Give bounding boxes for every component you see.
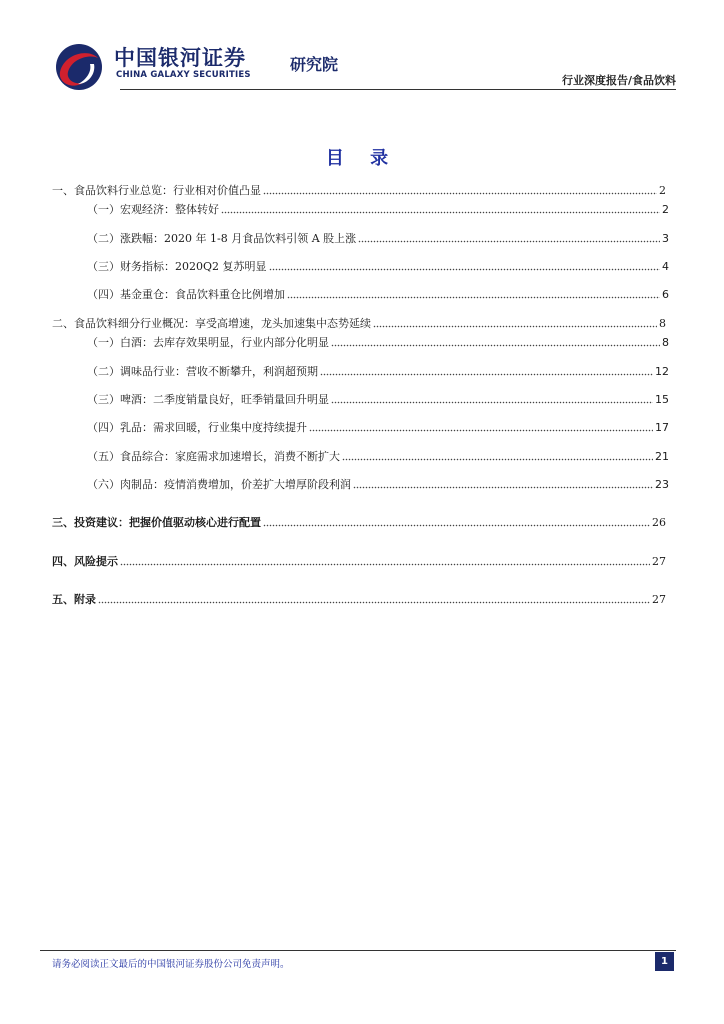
toc-entry-text: （二）调味品行业：营收不断攀升，利润超预期	[87, 365, 318, 378]
toc-entry[interactable]	[87, 477, 669, 493]
report-type-label: 行业深度报告/食品饮料	[561, 74, 676, 87]
toc-entry-text: （五）食品综合：家庭需求加速增长，消费不断扩大	[87, 450, 340, 463]
toc-entry-page: 17	[655, 421, 669, 434]
toc-leader-dots	[309, 429, 653, 432]
toc-leader-dots	[263, 192, 657, 195]
toc-entry-text: 四、风险提示	[52, 555, 118, 568]
toc-entry-text: （二）涨跌幅：2020 年 1-8 月食品饮料引领 A 股上涨	[87, 232, 357, 245]
toc-leader-dots	[263, 524, 650, 527]
toc-leader-dots	[358, 240, 660, 243]
toc-leader-dots	[269, 268, 660, 271]
toc-leader-dots	[342, 458, 653, 461]
header-divider	[120, 89, 676, 90]
toc-leader-dots	[373, 325, 657, 328]
toc-leader-dots	[98, 601, 650, 604]
toc-entry-text: 二、食品饮料细分行业概况：享受高增速，龙头加速集中态势延续	[52, 317, 371, 330]
toc-entry-page: 4	[662, 260, 669, 273]
china-galaxy-logo-icon	[54, 42, 104, 92]
toc-entry-text: （四）基金重仓：食品饮料重仓比例增加	[87, 288, 285, 301]
toc-entry[interactable]	[52, 183, 666, 199]
toc-entry-text: （三）财务指标：2020Q2 复苏明显	[87, 260, 267, 273]
toc-entry-text: 五、附录	[52, 593, 96, 606]
toc-entry-page: 2	[659, 184, 666, 197]
toc-entry-page: 23	[655, 478, 669, 491]
brand-name-en: CHINA GALAXY SECURITIES	[116, 70, 251, 80]
toc-leader-dots	[353, 486, 653, 489]
toc-entry[interactable]	[52, 554, 666, 570]
toc-entry-page: 8	[659, 317, 666, 330]
toc-entry[interactable]	[87, 364, 669, 380]
toc-entry[interactable]	[87, 231, 669, 247]
toc-entry-text: （四）乳品：需求回暖，行业集中度持续提升	[87, 421, 307, 434]
toc-entry-page: 26	[652, 516, 666, 529]
toc-entry[interactable]	[52, 515, 666, 531]
toc-entry[interactable]	[87, 420, 669, 436]
institute-label: 研究院	[290, 55, 339, 74]
footer-divider	[40, 950, 676, 951]
toc-entry-page: 3	[662, 232, 669, 245]
toc-leader-dots	[221, 211, 660, 214]
toc-entry-page: 12	[655, 365, 669, 378]
toc-entry[interactable]	[87, 335, 669, 351]
toc-entry-text: （三）啤酒：二季度销量良好，旺季销量回升明显	[87, 393, 329, 406]
toc-entry-text: 三、投资建议：把握价值驱动核心进行配置	[52, 516, 261, 529]
toc-leader-dots	[331, 344, 660, 347]
toc-entry[interactable]	[52, 316, 666, 332]
toc-entry-page: 21	[655, 450, 669, 463]
toc-leader-dots	[287, 296, 660, 299]
toc-leader-dots	[120, 563, 650, 566]
brand-name-cn: 中国银河证券	[114, 46, 246, 70]
toc-entry-text: （六）肉制品：疫情消费增加，价差扩大增厚阶段利润	[87, 478, 351, 491]
toc-title: 目 录	[325, 148, 399, 169]
page-header	[40, 36, 676, 92]
toc-entry-page: 8	[662, 336, 669, 349]
toc-entry[interactable]	[87, 449, 669, 465]
toc-entry-page: 27	[652, 555, 666, 568]
toc-leader-dots	[331, 401, 653, 404]
toc-entry-page: 6	[662, 288, 669, 301]
toc-entry[interactable]	[52, 592, 666, 608]
toc-entry[interactable]	[87, 202, 669, 218]
toc-entry-page: 2	[662, 203, 669, 216]
footer-disclaimer: 请务必阅读正文最后的中国银河证券股份公司免责声明。	[52, 959, 290, 970]
toc-entry[interactable]	[87, 259, 669, 275]
toc-entry[interactable]	[87, 287, 669, 303]
toc-entry-text: 一、食品饮料行业总览：行业相对价值凸显	[52, 184, 261, 197]
toc-entry-text: （一）宏观经济：整体转好	[87, 203, 219, 216]
page-number: 1	[655, 952, 674, 971]
toc-entry-page: 27	[652, 593, 666, 606]
toc-entry[interactable]	[87, 392, 669, 408]
toc-leader-dots	[320, 373, 653, 376]
toc-entry-text: （一）白酒：去库存效果明显，行业内部分化明显	[87, 336, 329, 349]
toc-entry-page: 15	[655, 393, 669, 406]
